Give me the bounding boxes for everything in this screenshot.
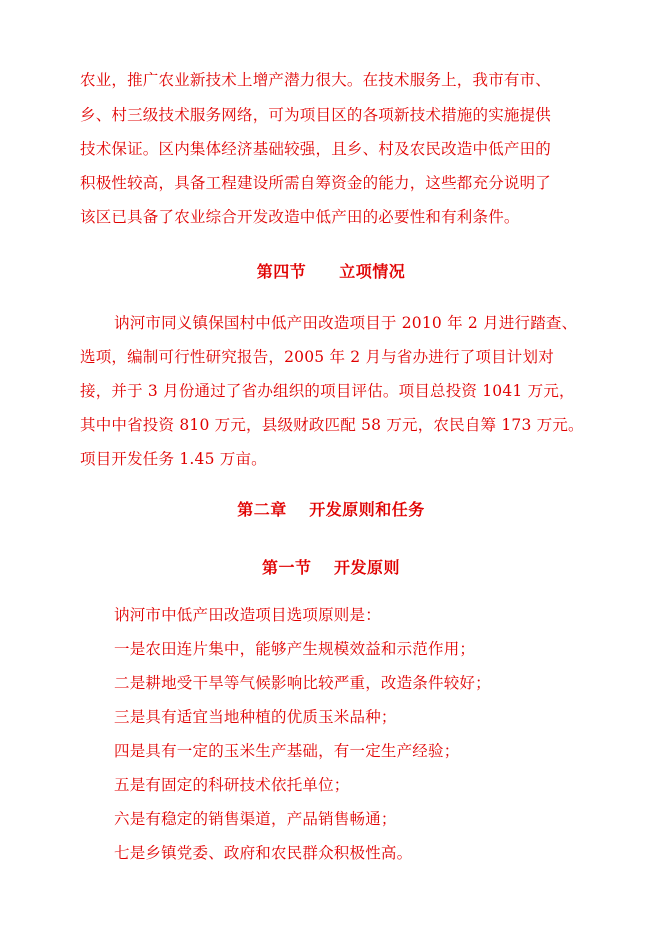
principles-intro: 讷河市中低产田改造项目选项原则是： <box>114 606 381 624</box>
principle-item-2: 二是耕地受干旱等气候影响比较严重，改造条件较好； <box>114 674 491 692</box>
principle-item-6: 六是有稳定的销售渠道，产品销售畅通； <box>114 810 397 828</box>
paragraph-2-line-1: 讷河市同义镇保国村中低产田改造项目于 2010 年 2 月进行踏查、 <box>114 314 578 332</box>
paragraph-2-line-2: 选项，编制可行性研究报告，2005 年 2 月与省办进行了项目计划对 <box>80 348 554 366</box>
paragraph-2-line-3: 接，并于 3 月份通过了省办组织的项目评估。项目总投资 1041 万元， <box>80 382 575 400</box>
principle-item-1: 一是农田连片集中，能够产生规模效益和示范作用； <box>114 640 476 658</box>
section-heading-project-status: 第四节 立项情况 <box>256 262 406 281</box>
paragraph-1-line-3: 技术保证。区内集体经济基础较强，且乡、村及农民改造中低产田的 <box>80 140 552 158</box>
paragraph-1-line-4: 积极性较高，具备工程建设所需自筹资金的能力，这些都充分说明了 <box>80 174 552 192</box>
principle-item-4: 四是具有一定的玉米生产基础，有一定生产经验； <box>114 742 460 760</box>
chapter-heading-principles-tasks: 第二章 开发原则和任务 <box>237 500 425 519</box>
paragraph-1-line-5: 该区已具备了农业综合开发改造中低产田的必要性和有利条件。 <box>80 208 520 226</box>
paragraph-2-line-4: 其中中省投资 810 万元，县级财政匹配 58 万元，农民自筹 173 万元。 <box>80 416 584 434</box>
paragraph-1-line-2: 乡、村三级技术服务网络，可为项目区的各项新技术措施的实施提供 <box>80 106 552 124</box>
principle-item-3: 三是具有适宜当地种植的优质玉米品种； <box>114 708 397 726</box>
principle-item-7: 七是乡镇党委、政府和农民群众积极性高。 <box>114 844 413 862</box>
principle-item-5: 五是有固定的科研技术依托单位； <box>114 776 350 794</box>
paragraph-2-line-5: 项目开发任务 1.45 万亩。 <box>80 450 267 468</box>
paragraph-1-line-1: 农业，推广农业新技术上增产潜力很大。在技术服务上，我市有市、 <box>80 71 552 89</box>
section-heading-development-principles: 第一节 开发原则 <box>261 558 401 577</box>
